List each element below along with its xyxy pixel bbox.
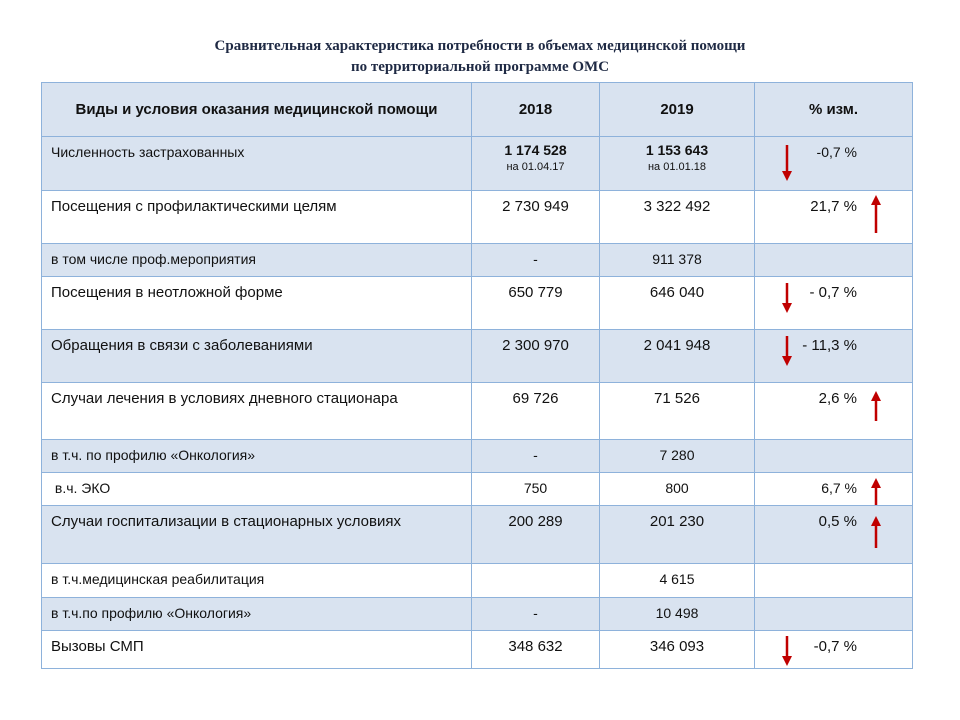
- arrow-up-icon: [870, 195, 882, 233]
- table-row: [42, 440, 913, 473]
- pct-value: 0,5 %: [818, 513, 857, 530]
- value-2018: 348 632: [472, 631, 600, 669]
- row-name: Численность застрахованных: [42, 137, 472, 191]
- pct-value: 2,6 %: [818, 390, 857, 407]
- table-row: [42, 506, 913, 564]
- row-name: Посещения в неотложной форме: [42, 277, 472, 330]
- cell-2019: [600, 137, 755, 191]
- row-name: в т.ч.по профилю «Онкология»: [42, 598, 472, 631]
- table-header-row: [42, 83, 913, 137]
- row-name: Обращения в связи с заболеваниями: [42, 330, 472, 383]
- value-2018: 1 174 528: [504, 142, 567, 158]
- pct-value: - 0,7 %: [809, 284, 857, 301]
- note-2018: на 01.04.17: [506, 161, 565, 173]
- comparison-table: [41, 82, 913, 669]
- value-2019: 800: [600, 473, 755, 506]
- row-name: Посещения с профилактическими целям: [42, 191, 472, 244]
- value-2019: 346 093: [600, 631, 755, 669]
- value-2018: 200 289: [472, 506, 600, 564]
- pct-value: [755, 598, 913, 631]
- value-2019: 2 041 948: [600, 330, 755, 383]
- cell-pct: [755, 473, 913, 506]
- value-2019: 1 153 643: [645, 142, 709, 158]
- title-line-1: Сравнительная характеристика потребности в объемах медицинской помощи: [214, 38, 746, 54]
- cell-pct: [755, 631, 913, 669]
- value-2018: 2 300 970: [472, 330, 600, 383]
- table-row: [42, 137, 913, 191]
- page-title: [0, 36, 960, 78]
- pct-value: 21,7 %: [810, 198, 857, 215]
- table-row: [42, 631, 913, 669]
- arrow-down-icon: [781, 336, 793, 366]
- arrow-down-icon: [781, 145, 793, 181]
- value-2019: 201 230: [600, 506, 755, 564]
- value-2019: 10 498: [600, 598, 755, 631]
- pct-value: [755, 440, 913, 473]
- row-name: Случаи лечения в условиях дневного стационара: [42, 383, 472, 440]
- table-row: [42, 564, 913, 598]
- cell-pct: [755, 191, 913, 244]
- arrow-down-icon: [781, 283, 793, 313]
- note-2019: на 01.01.18: [647, 161, 707, 173]
- row-name: Вызовы СМП: [42, 631, 472, 669]
- pct-value: 6,7 %: [821, 480, 857, 496]
- pct-value: - 11,3 %: [802, 337, 857, 354]
- value-2018: -: [472, 598, 600, 631]
- value-2019: 911 378: [600, 244, 755, 277]
- cell-pct: [755, 277, 913, 330]
- pct-value: -0,7 %: [816, 144, 857, 160]
- table-row: [42, 277, 913, 330]
- cell-pct: [755, 330, 913, 383]
- arrow-up-icon: [870, 478, 882, 506]
- row-name: Случаи госпитализации в стационарных условиях: [42, 506, 472, 564]
- value-2018: 69 726: [472, 383, 600, 440]
- row-name: в.ч. ЭКО: [42, 473, 472, 506]
- row-name: в том числе проф.мероприятия: [42, 244, 472, 277]
- value-2018: [472, 564, 600, 598]
- table-row: [42, 244, 913, 277]
- pct-value: [755, 244, 913, 277]
- header-2019: 2019: [600, 83, 755, 137]
- value-2018: -: [472, 440, 600, 473]
- header-type: Виды и условия оказания медицинской помощи: [42, 83, 472, 137]
- table-row: [42, 383, 913, 440]
- cell-2018: [472, 137, 600, 191]
- cell-pct: [755, 137, 913, 191]
- cell-pct: [755, 506, 913, 564]
- value-2019: 646 040: [600, 277, 755, 330]
- table-row: [42, 330, 913, 383]
- value-2019: 71 526: [600, 383, 755, 440]
- table-row: [42, 473, 913, 506]
- value-2019: 4 615: [600, 564, 755, 598]
- header-pct-change: % изм.: [755, 83, 913, 137]
- table-row: [42, 191, 913, 244]
- cell-pct: [755, 383, 913, 440]
- arrow-up-icon: [870, 516, 882, 548]
- row-name: в т.ч.медицинская реабилитация: [42, 564, 472, 598]
- row-name: в т.ч. по профилю «Онкология»: [42, 440, 472, 473]
- title-line-2: по территориальной программе ОМС: [350, 59, 610, 75]
- arrow-down-icon: [781, 636, 793, 666]
- value-2018: -: [472, 244, 600, 277]
- table-row: [42, 598, 913, 631]
- pct-value: -0,7 %: [813, 638, 857, 655]
- value-2018: 750: [472, 473, 600, 506]
- header-2018: 2018: [472, 83, 600, 137]
- value-2019: 3 322 492: [600, 191, 755, 244]
- arrow-up-icon: [870, 391, 882, 421]
- value-2018: 650 779: [472, 277, 600, 330]
- pct-value: [755, 564, 913, 598]
- value-2019: 7 280: [600, 440, 755, 473]
- value-2018: 2 730 949: [472, 191, 600, 244]
